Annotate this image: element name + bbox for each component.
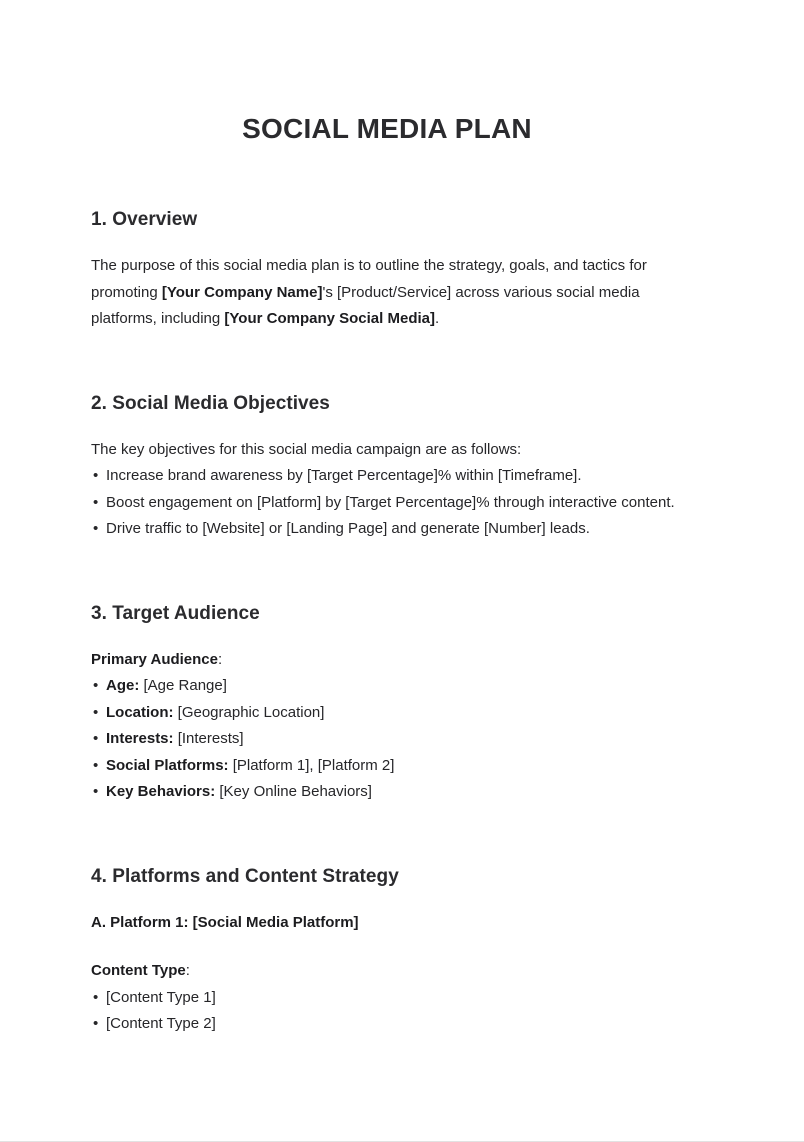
- content-type-label: [91, 958, 683, 985]
- section-objectives: [91, 392, 683, 543]
- section-heading-overview: 1. Overview: [91, 209, 198, 230]
- audience-field-label: Social Platforms:: [106, 756, 229, 774]
- document-content: [91, 0, 683, 1038]
- overview-placeholder-company-name: [Your Company Name]: [161, 283, 323, 301]
- section-heading-platforms: 4. Platforms and Content Strategy: [91, 865, 399, 887]
- list-item: [91, 779, 683, 806]
- list-item: • [Content Type 1]: [91, 985, 683, 1012]
- primary-audience-label-colon: :: [218, 650, 223, 668]
- list-item: • Boost engagement on [Platform] by [Target Percentage]% through interactive content.: [91, 490, 683, 517]
- content-type-label-text: Content Type: [91, 962, 186, 979]
- section-overview: [91, 208, 683, 333]
- objectives-list: [91, 463, 683, 543]
- section-platforms-content-strategy: [91, 865, 683, 1038]
- platform-subheading: A. Platform 1: [Social Media Platform]: [91, 913, 359, 931]
- section-heading-target-audience: 3. Target Audience: [91, 602, 260, 624]
- audience-field-label: Location:: [106, 703, 174, 721]
- section-target-audience: [91, 602, 683, 806]
- list-item: [91, 726, 683, 753]
- audience-field-value: [Geographic Location]: [173, 703, 325, 721]
- list-item: [91, 673, 683, 700]
- audience-field-value: [Platform 1], [Platform 2]: [228, 756, 395, 774]
- audience-field-value: [Key Online Behaviors]: [215, 783, 372, 800]
- page-title: SOCIAL MEDIA PLAN: [242, 113, 532, 144]
- content-type-label-colon: :: [185, 962, 190, 979]
- list-item: • Drive traffic to [Website] or [Landing Page] and generate [Number] leads.: [91, 516, 683, 543]
- section-heading-objectives: 2. Social Media Objectives: [91, 392, 330, 414]
- overview-paragraph: [91, 253, 683, 333]
- overview-text-part2: 's [Product/Service] across various social media platforms, including: [91, 283, 640, 327]
- list-item: [91, 700, 683, 727]
- content-type-list: [91, 985, 683, 1038]
- overview-text-part1: The purpose of this social media plan is to outline the strategy, goals, and tactics for promoting: [91, 257, 647, 301]
- target-audience-list: [91, 673, 683, 806]
- audience-field-label: Key Behaviors:: [106, 783, 216, 800]
- primary-audience-label-text: Primary Audience: [91, 650, 218, 668]
- overview-placeholder-company-social-media: [Your Company Social Media]: [224, 310, 435, 327]
- audience-field-value: [Age Range]: [139, 677, 227, 694]
- list-item: • [Content Type 2]: [91, 1011, 683, 1038]
- list-item: • Increase brand awareness by [Target Percentage]% within [Timeframe].: [91, 463, 683, 490]
- list-item: [91, 753, 683, 780]
- audience-field-value: [Interests]: [173, 730, 244, 747]
- audience-field-label: Age:: [106, 677, 140, 694]
- audience-field-label: Interests:: [106, 730, 174, 747]
- objectives-lead-text: The key objectives for this social media campaign are as follows:: [91, 440, 522, 458]
- overview-text-part3: .: [435, 310, 440, 327]
- primary-audience-label: [91, 647, 683, 674]
